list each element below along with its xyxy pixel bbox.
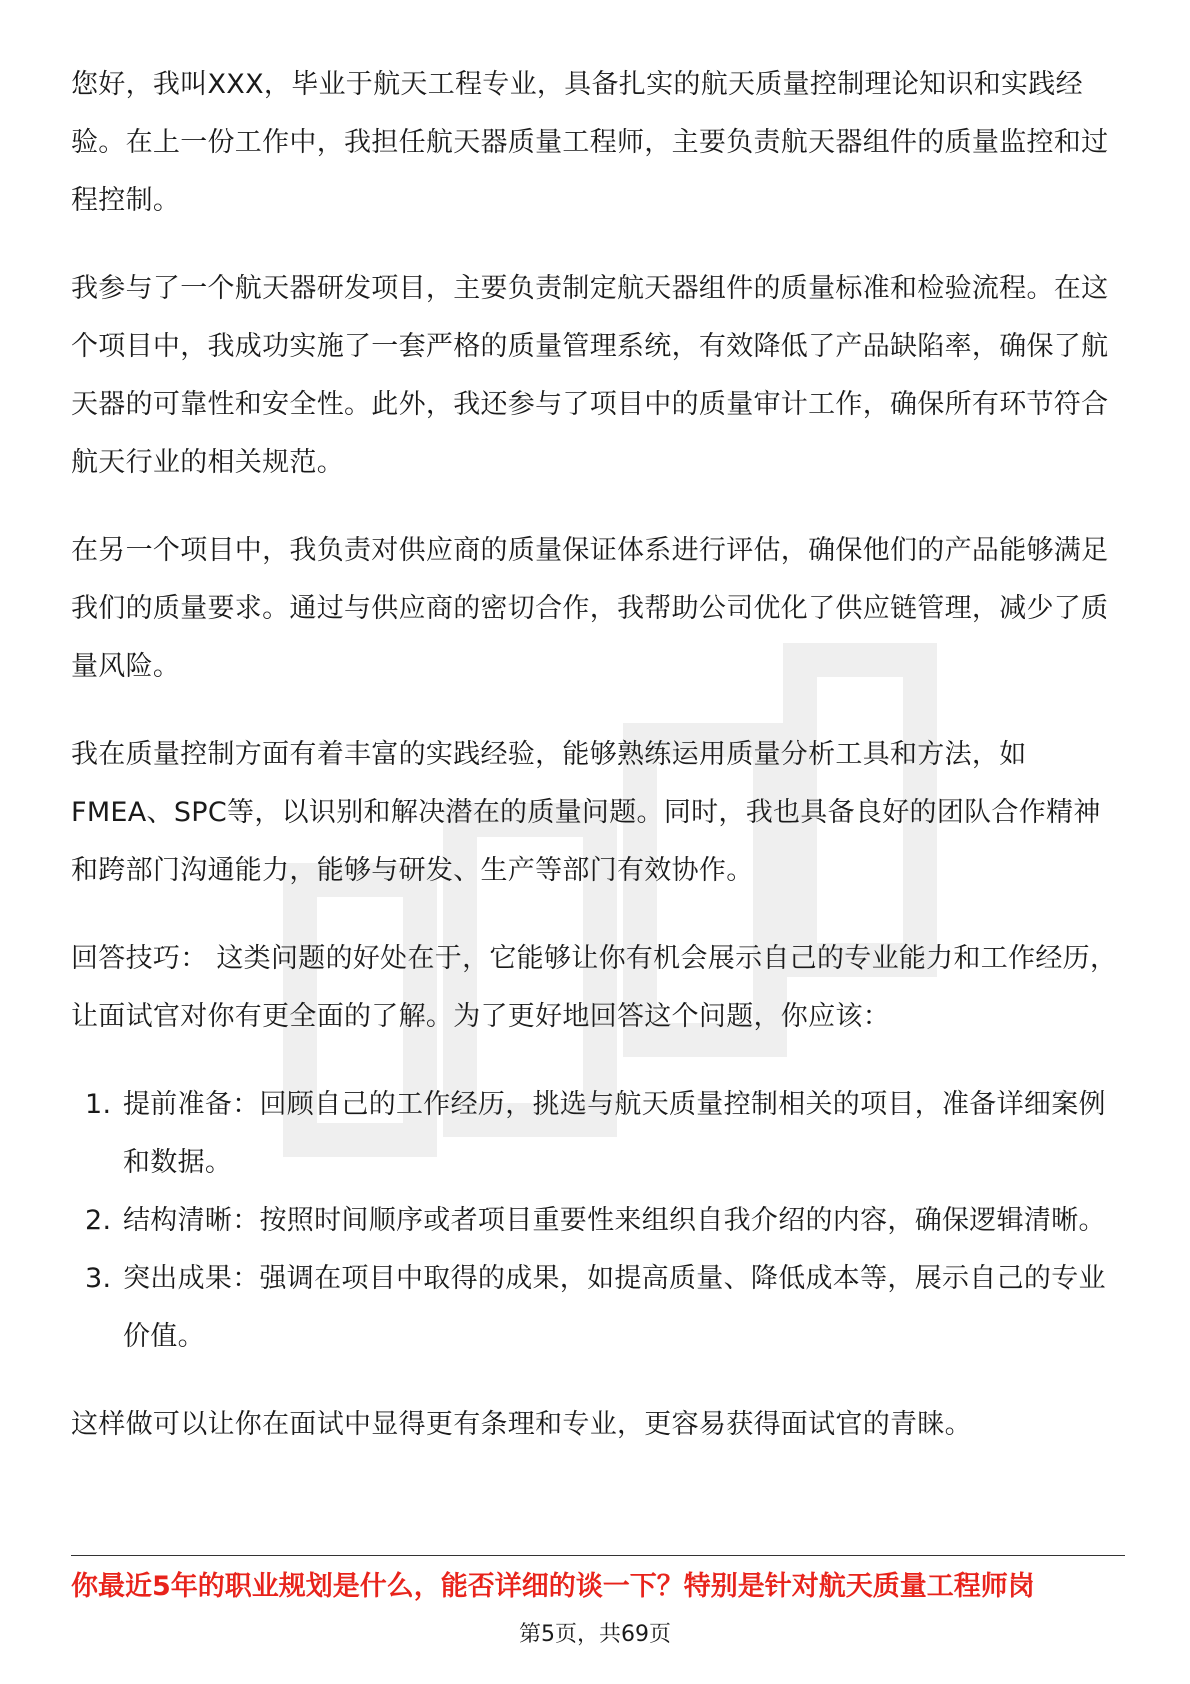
list-item-number: 1.	[85, 1089, 112, 1120]
section-divider	[71, 1555, 1125, 1556]
list-item	[71, 1192, 1125, 1250]
list-item-text: 突出成果：强调在项目中取得的成果，如提高质量、降低成本等，展示自己的专业价值。	[123, 1263, 1106, 1352]
list-item	[71, 1076, 1125, 1192]
list-item-text: 提前准备：回顾自己的工作经历，挑选与航天质量控制相关的项目，准备详细案例和数据。	[123, 1089, 1106, 1178]
paragraph-experience: 我在质量控制方面有着丰富的实践经验，能够熟练运用质量分析工具和方法，如FMEA、SPC等，以识别和解决潜在的质量问题。同时，我也具备良好的团队合作精神和跨部门沟通能力，能够与研发、生产等部门有效协作。	[71, 739, 1101, 886]
next-question-heading: 你最近5年的职业规划是什么，能否详细的谈一下？特别是针对航天质量工程师岗	[71, 1571, 1035, 1602]
tips-list	[71, 1076, 1125, 1366]
page-number-footer: 第5页，共69页	[519, 1622, 671, 1647]
document-body	[71, 56, 1125, 1484]
paragraph-intro: 您好，我叫XXX，毕业于航天工程专业，具备扎实的航天质量控制理论知识和实践经验。在上一份工作中，我担任航天器质量工程师，主要负责航天器组件的质量监控和过程控制。	[71, 69, 1109, 216]
paragraph-answer-tips: 回答技巧： 这类问题的好处在于，它能够让你有机会展示自己的专业能力和工作经历，让面试官对你有更全面的了解。为了更好地回答这个问题，你应该：	[71, 943, 1118, 1032]
list-item-text: 结构清晰：按照时间顺序或者项目重要性来组织自我介绍的内容，确保逻辑清晰。	[123, 1205, 1106, 1236]
paragraph-project-two: 在另一个项目中，我负责对供应商的质量保证体系进行评估，确保他们的产品能够满足我们的质量要求。通过与供应商的密切合作，我帮助公司优化了供应链管理，减少了质量风险。	[71, 535, 1109, 682]
list-item-number: 2.	[85, 1205, 112, 1236]
paragraph-project-one: 我参与了一个航天器研发项目，主要负责制定航天器组件的质量标准和检验流程。在这个项目中，我成功实施了一套严格的质量管理系统，有效降低了产品缺陷率，确保了航天器的可靠性和安全性。此外，我还参与了项目中的质量审计工作，确保所有环节符合航天行业的相关规范。	[71, 273, 1109, 478]
list-item	[71, 1250, 1125, 1366]
paragraph-closing: 这样做可以让你在面试中显得更有条理和专业，更容易获得面试官的青睐。	[71, 1409, 972, 1440]
list-item-number: 3.	[85, 1263, 112, 1294]
